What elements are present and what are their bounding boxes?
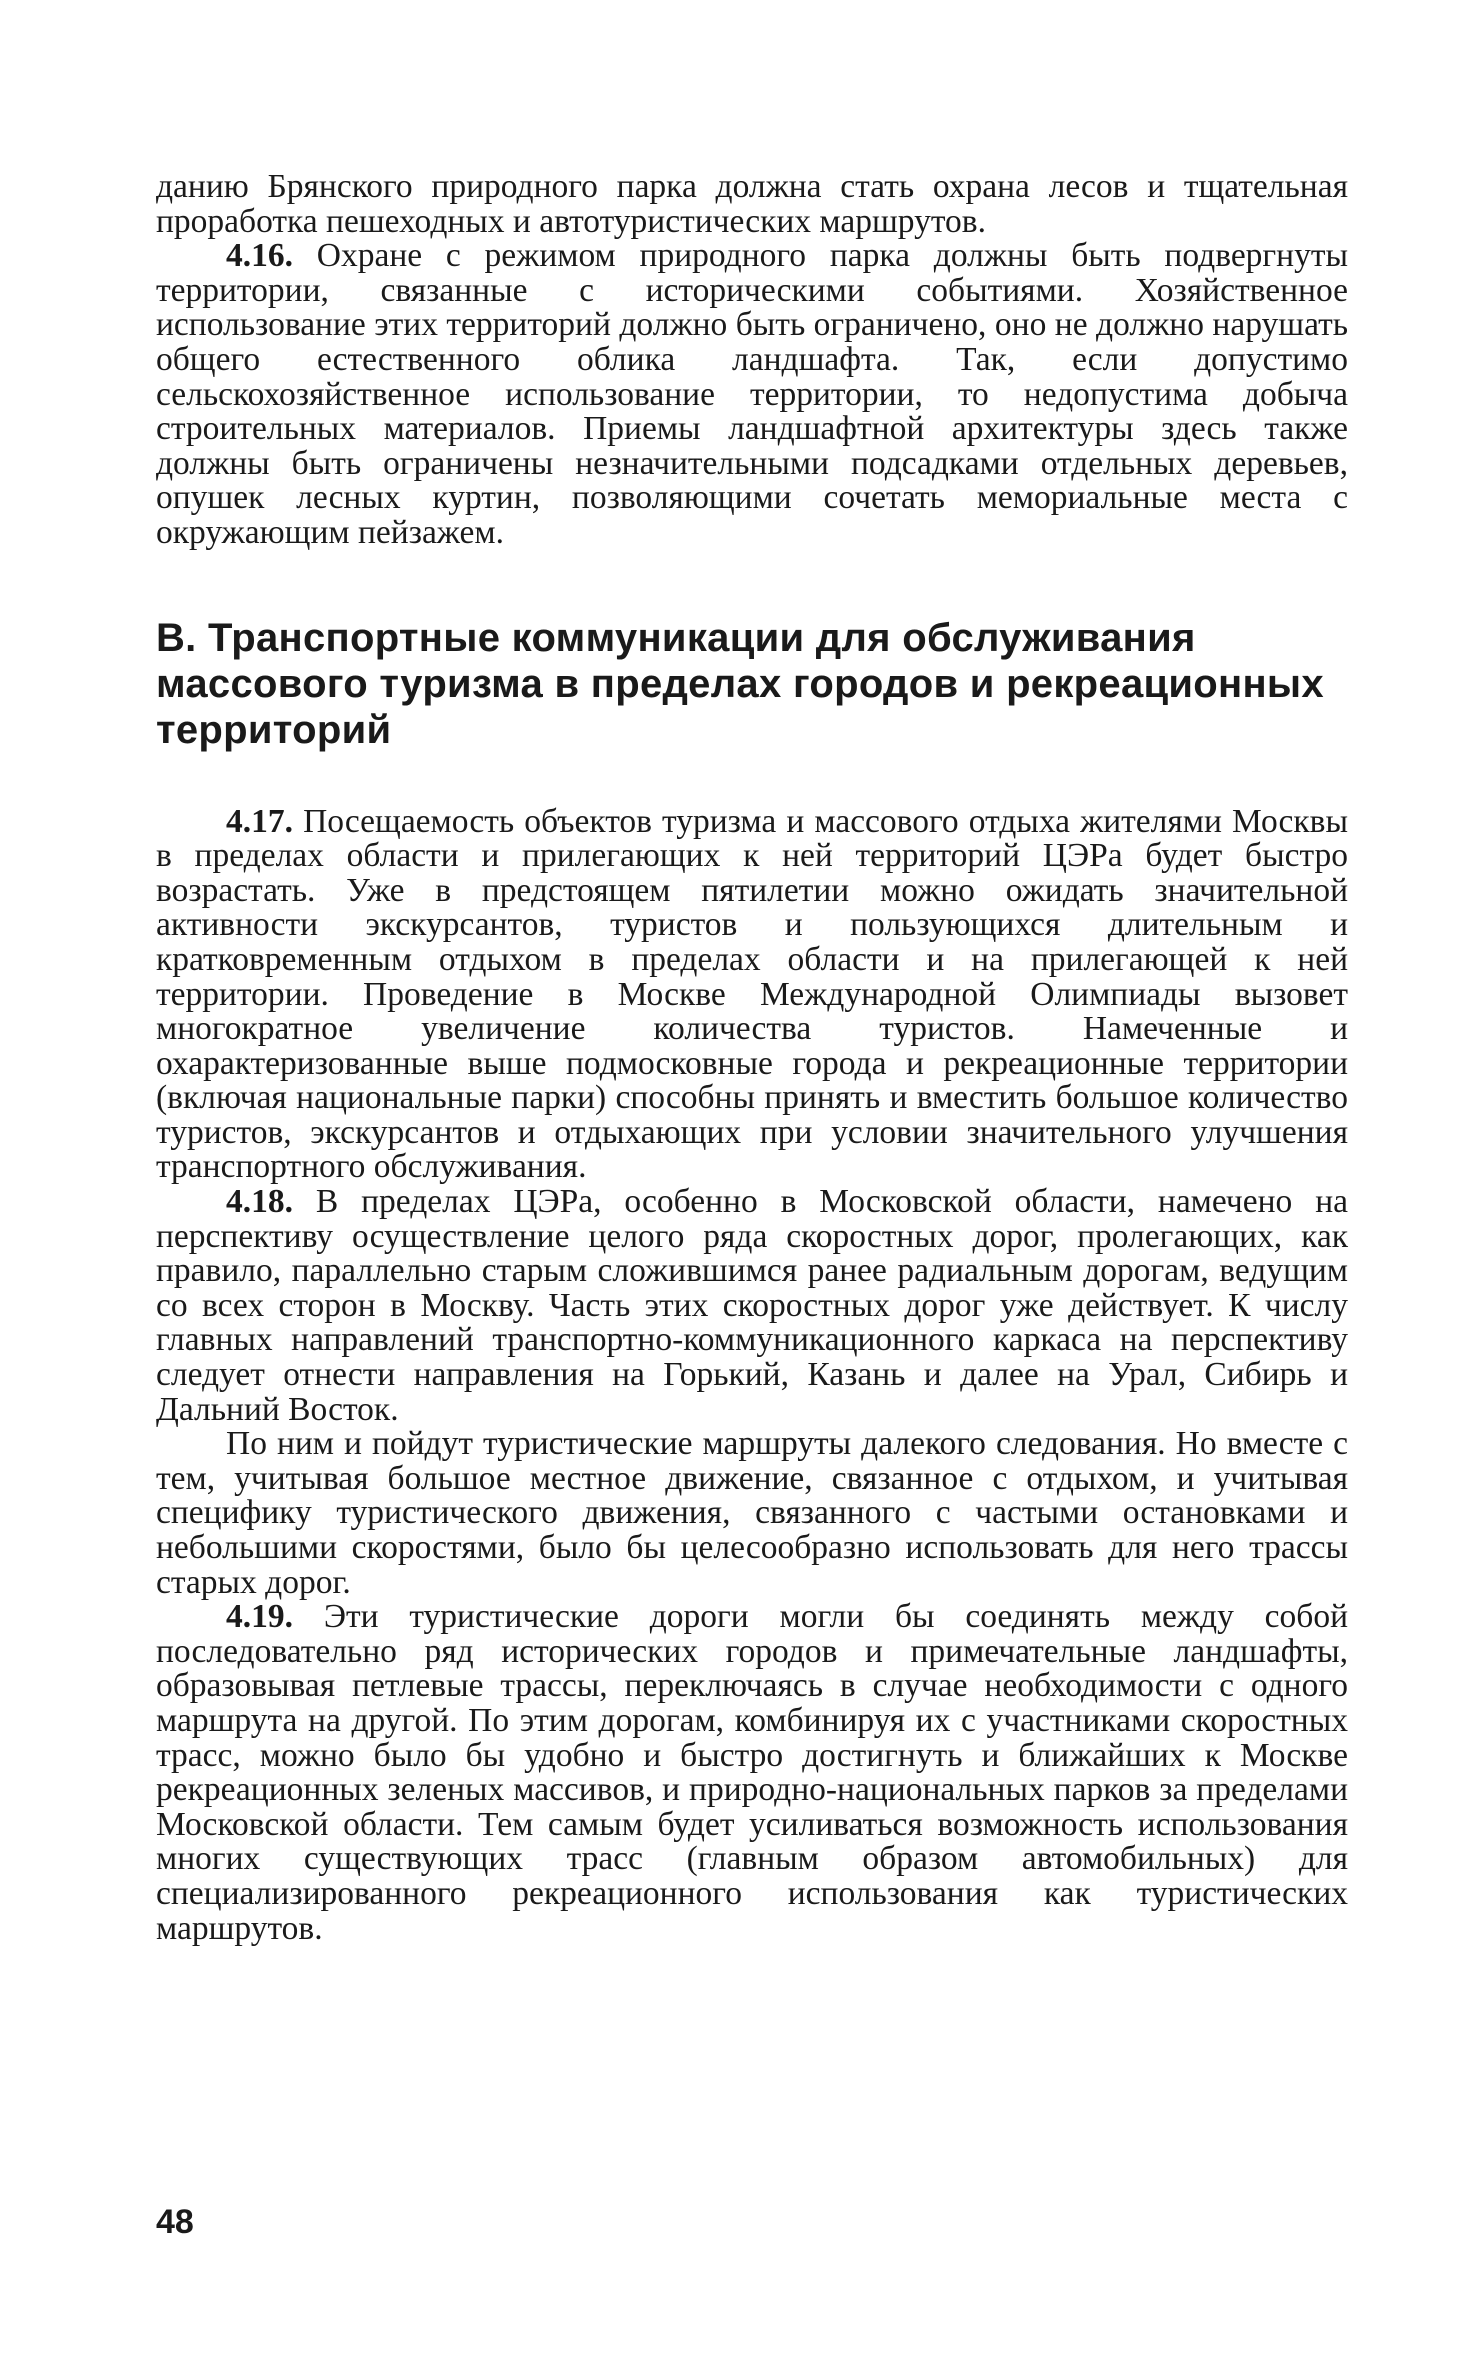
intro-paragraph xyxy=(156,170,1348,239)
section-4-16 xyxy=(156,239,1348,550)
document-page xyxy=(156,170,1348,1946)
section-4-19-text: Эти туристические дороги могли бы соединять между собой последовательно ряд исторических городов и примечательные ландшафты, образовывая петлевые трассы, переключаясь в случае необходимости с одного маршрута на другой. По этим дорогам, комбинируя их с участниками скоростных трасс, можно было бы удобно и быстро достигнуть и ближайших к Москве рекреационных зеленых массивов, и природно-национальных парков за пределами Московской области. Тем самым будет усиливаться возможность использования многих существующих трасс (главным образом автомобильных) для специализированного рекреационного использования как туристических маршрутов. xyxy=(156,1598,1349,1947)
section-4-19-number: 4.19. xyxy=(226,1598,293,1636)
section-4-18-number: 4.18. xyxy=(226,1183,293,1221)
page-number: 48 xyxy=(156,2203,194,2241)
section-4-16-text: Охране с режимом природного парка должны быть подвергнуты территории, связанные с историческими событиями. Хозяйственное использование этих территорий должно быть ограничено, оно не должно нарушать общего естественного облика ландшафта. Так, если допустимо сельскохозяйственное использование территории, то недопустима добыча строительных материалов. Приемы ландшафтной архитектуры здесь также должны быть ограничены незначительными подсадками отдельных деревьев, опушек лесных куртин, позволяющими сочетать мемориальные места с окружающим пейзажем. xyxy=(156,237,1348,551)
section-heading-line-2: массового туризма в пределах городов и рекреационных xyxy=(156,661,1324,706)
section-4-16-number: 4.16. xyxy=(226,237,293,275)
section-heading-line-3: территорий xyxy=(156,707,392,752)
intro-paragraph-text: данию Брянского природного парка должна стать охрана лесов и тщательная проработка пешеходных и автотуристических маршрутов. xyxy=(156,168,1348,240)
section-4-18 xyxy=(156,1185,1348,1427)
section-heading xyxy=(156,615,1348,753)
section-4-19 xyxy=(156,1600,1348,1946)
section-heading-line-1: В. Транспортные коммуникации для обслуживания xyxy=(156,615,1196,660)
section-4-17-text: Посещаемость объектов туризма и массового отдыха жителями Москвы в пределах области и прилегающих к ней территорий ЦЭРа будет быстро возрастать. Уже в предстоящем пятилетии можно ожидать значительной активности экскурсантов, туристов и пользующихся длительным и кратковременным отдыхом в пределах области и на прилегающей к ней территории. Проведение в Москве Международной Олимпиады вызовет многократное увеличение количества туристов. Намеченные и охарактеризованные выше подмосковные города и рекреационные территории (включая национальные парки) способны принять и вместить большое количество туристов, экскурсантов и отдыхающих при условии значительного улучшения транспортного обслуживания. xyxy=(156,802,1348,1186)
section-4-17 xyxy=(156,802,1348,1186)
paragraph-after-4-18-text: По ним и пойдут туристические маршруты далекого следования. Но вместе с тем, учитывая большое местное движение, связанное с отдыхом, и учитывая специфику туристического движения, связанного с частыми остановками и небольшими скоростями, было бы целесообразно использовать для него трассы старых дорог. xyxy=(156,1425,1348,1601)
section-4-17-number: 4.17. xyxy=(226,802,293,840)
section-4-18-text: В пределах ЦЭРа, особенно в Московской области, намечено на перспективу осуществление целого ряда скоростных дорог, пролегающих, как правило, параллельно старым сложившимся ранее радиальным дорогам, ведущим со всех сторон в Москву. Часть этих скоростных дорог уже действует. К числу главных направлений транспортно-коммуникационного каркаса на перспективу следует отнести направления на Горький, Казань и далее на Урал, Сибирь и Дальний Восток. xyxy=(156,1183,1348,1428)
paragraph-after-4-18 xyxy=(156,1427,1348,1600)
